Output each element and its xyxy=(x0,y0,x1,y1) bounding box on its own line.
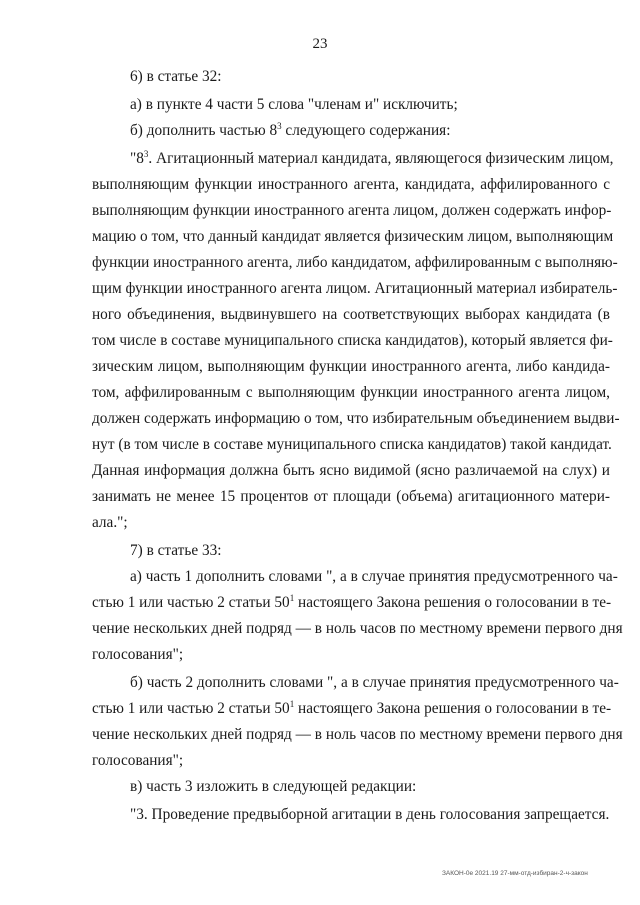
superscript: 3 xyxy=(143,148,149,159)
quote-line-4: мацию о том, что данный кандидат является физическим лицом, выполняющим xyxy=(92,228,614,245)
item-7b-line-2-start: стью 1 или частью 2 статьи 50 xyxy=(92,700,290,717)
quote-line-6: щим функции иностранного агента лицом. Агитационный материал избиратель- xyxy=(92,280,618,297)
quote-line-15: ала."; xyxy=(92,514,128,531)
quote-line-7: ного объединения, выдвинувшего на соответствующих выборах кандидата (в xyxy=(92,306,610,323)
quote-line-1-end: . Агитационный материал кандидата, являющегося физическим лицом, xyxy=(148,150,614,167)
item-7b-line-3: чение нескольких дней подряд — в ноль часов по местному времени первого дня xyxy=(92,726,623,743)
item-7a-line-2-end: настоящего Закона решения о голосовании в те- xyxy=(294,594,612,611)
item-7b-line-2 xyxy=(92,700,610,718)
item-7b-line-4: голосования"; xyxy=(92,752,184,769)
item-7b-line-1: б) часть 2 дополнить словами ", а в случае принятия предусмотренного ча- xyxy=(130,674,619,691)
quote-line-10: том, аффилированным с выполняющим функции иностранного агента лицом, xyxy=(92,384,610,401)
item-7: 7) в статье 33: xyxy=(130,542,222,559)
item-7a-line-4: голосования"; xyxy=(92,646,184,663)
quote-line-8: том числе в составе муниципального списка кандидатов), который является фи- xyxy=(92,332,613,349)
item-7a-line-3: чение нескольких дней подряд — в ноль часов по местному времени первого дня xyxy=(92,620,623,637)
page-number: 23 xyxy=(312,36,328,52)
quote-line-9: зическим лицом, выполняющим функции иностранного агента, либо кандида- xyxy=(92,358,610,375)
quote-line-13: Данная информация должна быть ясно видимой (ясно различаемой на слух) и xyxy=(92,462,610,479)
item-6a: а) в пункте 4 части 5 слова "членам и" исключить; xyxy=(130,96,458,113)
quote-line-14: занимать не менее 15 процентов от площади (объема) агитационного матери- xyxy=(92,488,610,505)
item-7a-line-2-start: стью 1 или частью 2 статьи 50 xyxy=(92,594,290,611)
item-6b xyxy=(130,122,450,140)
quote-line-1 xyxy=(130,148,614,168)
quote-line-11: должен содержать информацию о том, что избирательным объединением выдви- xyxy=(92,410,620,427)
item-7a-line-2 xyxy=(92,594,610,612)
item-7a-line-1: а) часть 1 дополнить словами ", а в случае принятия предусмотренного ча- xyxy=(130,568,618,585)
item-7b-line-2-end: настоящего Закона решения о голосовании в те- xyxy=(294,700,612,717)
quote-line-5: функции иностранного агента, либо кандидатом, аффилированным с выполняю- xyxy=(92,254,618,271)
item-6b-text-end: следующего содержания: xyxy=(281,122,451,139)
item-6b-text: б) дополнить частью 8 xyxy=(130,122,278,139)
item-6: 6) в статье 32: xyxy=(130,68,222,85)
item-7v-line-2: "3. Проведение предвыборной агитации в день голосования запрещается. xyxy=(130,806,610,823)
superscript: 3 xyxy=(277,120,282,131)
quote-line-2: выполняющим функции иностранного агента, кандидата, аффилированного с xyxy=(92,176,610,193)
quote-line-3: выполняющим функции иностранного агента лицом, должен содержать инфор- xyxy=(92,202,612,219)
superscript: 1 xyxy=(289,698,295,709)
footer-code: ЗАКОН-0е 2021.19 27-мм-отд-избиран-2-ч-закон xyxy=(442,870,588,877)
quote-line-1-start: "8 xyxy=(130,150,144,167)
item-7v-line-1: в) часть 3 изложить в следующей редакции: xyxy=(130,778,417,795)
superscript: 1 xyxy=(289,592,295,603)
quote-line-12: нут (в том числе в составе муниципального списка кандидатов) такой кандидат. xyxy=(92,436,612,453)
